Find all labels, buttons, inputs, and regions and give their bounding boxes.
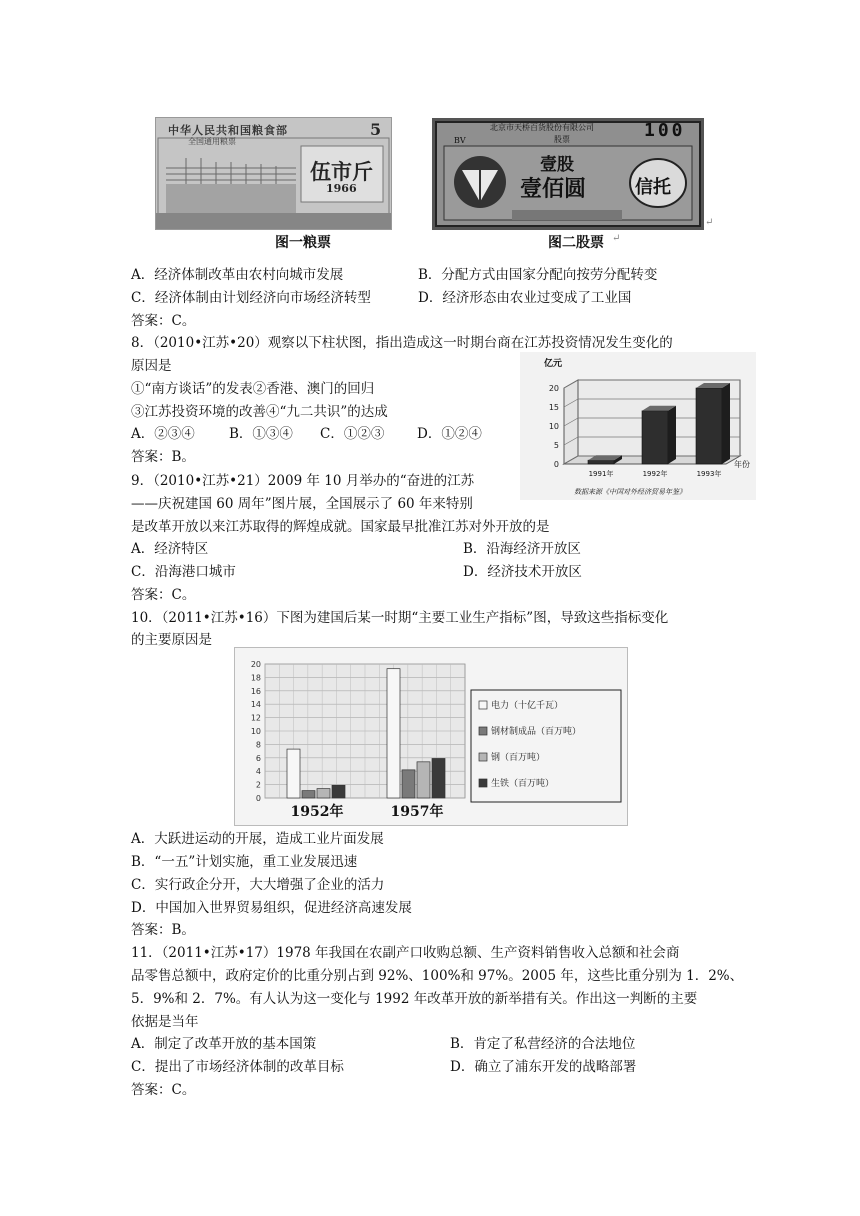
chart8-y-tick: 10 — [548, 422, 559, 431]
grain-ticket-year: 1966 — [326, 182, 357, 195]
taiwan-investment-chart-svg — [520, 352, 756, 500]
chart10-legend-swatch — [479, 753, 487, 761]
q8-option-a: A．②③④ — [131, 426, 195, 442]
chart10-legend-swatch — [479, 779, 487, 787]
chart10-bar — [387, 669, 400, 798]
stock-prefix: BV — [454, 136, 466, 145]
q10-option-c: C．实行政企分开，大大增强了企业的活力 — [131, 877, 385, 893]
q10-stem-2: 的主要原因是 — [131, 632, 212, 648]
caption-stock: 图二股票 — [548, 235, 604, 251]
chart8-source-note: 数据来源《中国对外经济贸易年鉴》 — [574, 488, 686, 496]
q7-option-d: D．经济形态由农业过变成了工业国 — [418, 290, 632, 306]
stock-certificate-image — [432, 118, 704, 230]
chart10-bar — [317, 789, 330, 798]
chart8-bar — [642, 411, 668, 464]
q8-stem-3: ①“南方谈话”的发表②香港、澳门的回归 — [131, 381, 375, 397]
chart10-bar — [287, 749, 300, 798]
q10-stem-1: 10．（2011•江苏•16）下图为建国后某一时期“主要工业生产指标”图，导致这些指标变化 — [131, 610, 669, 626]
caption-grain-ticket: 图一粮票 — [275, 235, 331, 251]
chart8-x-tick: 1991年 — [588, 470, 614, 478]
grain-ticket-subheader: 全国通用粮票 — [188, 137, 236, 146]
q9-stem-1: 9．（2010•江苏•21）2009 年 10 月举办的“奋进的江苏 — [131, 473, 475, 489]
chart10-bar — [417, 762, 430, 798]
stock-seal: 信托 — [635, 177, 671, 198]
chart10-y-tick: 12 — [250, 713, 261, 723]
chart10-legend-swatch — [479, 701, 487, 709]
chart10-y-tick: 6 — [255, 753, 261, 763]
q8-option-c: C．①②③ — [320, 426, 385, 442]
chart10-legend-label: 钢（百万吨） — [491, 753, 546, 763]
chart10-legend-label: 电力（十亿千瓦） — [491, 701, 564, 711]
chart10-y-tick: 2 — [255, 780, 261, 790]
chart10-bar — [432, 758, 445, 798]
q10-option-b: B．“一五”计划实施，重工业发展迅速 — [131, 854, 358, 870]
q9-option-b: B．沿海经济开放区 — [463, 541, 581, 557]
q11-option-d: D．确立了浦东开发的战略部署 — [450, 1059, 637, 1075]
q10-answer: 答案：B。 — [131, 922, 195, 938]
q8-stem-4: ③江苏投资环境的改善④“九二共识”的达成 — [131, 404, 388, 420]
q8-stem-1: 8．（2010•江苏•20）观察以下柱状图，指出造成这一时期台商在江苏投资情况发生变化的 — [131, 335, 673, 351]
return-mark-icon: ↵ — [705, 217, 714, 228]
grain-ticket-number: 5 — [370, 120, 382, 139]
return-mark-icon: ↵ — [612, 233, 621, 244]
chart10-x-tick: 1957年 — [390, 804, 444, 820]
chart10-y-tick: 10 — [250, 727, 261, 736]
q11-answer: 答案：C。 — [131, 1082, 196, 1098]
chart10-y-tick: 20 — [250, 660, 261, 669]
chart8-x-label: 年份 — [734, 460, 750, 469]
stock-amount: 壹佰圆 — [520, 176, 587, 202]
chart8-y-tick: 0 — [553, 460, 559, 469]
q11-option-b: B．肯定了私营经济的合法地位 — [450, 1036, 636, 1052]
q11-stem-3: 5．9%和 2．7%。有人认为这一变化与 1992 年改革开放的新举措有关。作出这一判断的主要 — [131, 991, 698, 1007]
q11-stem-4: 依据是当年 — [131, 1014, 199, 1030]
chart8-bar — [588, 460, 614, 464]
stock-shares: 壹股 — [540, 155, 574, 175]
chart8-x-tick: 1992年 — [642, 470, 668, 478]
taiwan-investment-chart — [520, 352, 756, 500]
chart10-bar — [332, 785, 345, 798]
chart10-y-tick: 4 — [255, 767, 261, 777]
stock-number: 100 — [644, 120, 686, 141]
stock-subheader: 股票 — [554, 135, 570, 144]
q11-option-a: A．制定了改革开放的基本国策 — [131, 1036, 317, 1052]
grain-ticket-image — [155, 117, 392, 230]
chart8-bar — [696, 388, 722, 464]
chart10-y-tick: 18 — [250, 673, 261, 683]
grain-ticket-amount: 伍市斤 — [310, 159, 373, 184]
chart8-bar-side — [668, 406, 676, 464]
q7-answer: 答案：C。 — [131, 313, 196, 329]
chart8-y-tick: 20 — [548, 384, 559, 393]
q9-option-a: A．经济特区 — [131, 541, 209, 557]
chart10-x-tick: 1952年 — [290, 804, 344, 820]
chart10-bar — [302, 791, 315, 798]
chart10-y-tick: 8 — [255, 740, 261, 750]
stock-header: 北京市天桥百货股份有限公司 — [490, 123, 594, 132]
chart10-y-tick: 14 — [250, 700, 261, 710]
chart8-y-tick: 15 — [548, 403, 559, 412]
q7-option-c: C．经济体制由计划经济向市场经济转型 — [131, 290, 371, 306]
chart10-y-tick: 0 — [255, 794, 261, 803]
chart10-legend-label: 钢材制成品（百万吨） — [491, 727, 582, 737]
q11-stem-1: 11．（2011•江苏•17）1978 年我国在农副产口收购总额、生产资料销售收入总额和社会商 — [131, 945, 680, 961]
q11-option-c: C．提出了市场经济体制的改革目标 — [131, 1059, 344, 1075]
q9-stem-3: 是改革开放以来江苏取得的辉煌成就。国家最早批准江苏对外开放的是 — [131, 519, 550, 535]
industrial-indicators-chart-svg — [235, 648, 627, 825]
q9-option-c: C．沿海港口城市 — [131, 564, 236, 580]
q9-stem-2: ——庆祝建国 60 周年”图片展，全国展示了 60 年来特别 — [131, 496, 473, 512]
q7-option-a: A．经济体制改革由农村向城市发展 — [131, 267, 344, 283]
chart10-y-tick: 16 — [250, 686, 261, 696]
q10-option-a: A．大跃进运动的开展，造成工业片面发展 — [131, 831, 384, 847]
q8-stem-2: 原因是 — [131, 358, 172, 374]
q9-option-d: D．经济技术开放区 — [463, 564, 582, 580]
q8-answer: 答案：B。 — [131, 449, 195, 465]
q11-stem-2: 品零售总额中，政府定价的比重分别占到 92%、100%和 97%。2005 年，这些比重分别为 1．2%、 — [131, 968, 744, 984]
q10-option-d: D．中国加入世界贸易组织，促进经济高速发展 — [131, 900, 412, 916]
chart8-y-tick: 5 — [553, 441, 559, 450]
q8-option-b: B．①③④ — [229, 426, 293, 442]
q8-option-d: D．①②④ — [417, 426, 482, 442]
chart8-x-tick: 1993年 — [696, 470, 722, 478]
chart8-bar-side — [722, 383, 730, 464]
chart10-legend-label: 生铁（百万吨） — [491, 779, 555, 789]
q9-answer: 答案：C。 — [131, 587, 196, 603]
chart10-legend-swatch — [479, 727, 487, 735]
industrial-indicators-chart — [234, 647, 628, 826]
q7-option-b: B．分配方式由国家分配向按劳分配转变 — [418, 267, 658, 283]
grain-ticket-header: 中华人民共和国粮食部 — [168, 124, 288, 137]
chart10-bar — [402, 770, 415, 798]
chart8-y-label: 亿元 — [544, 359, 563, 369]
